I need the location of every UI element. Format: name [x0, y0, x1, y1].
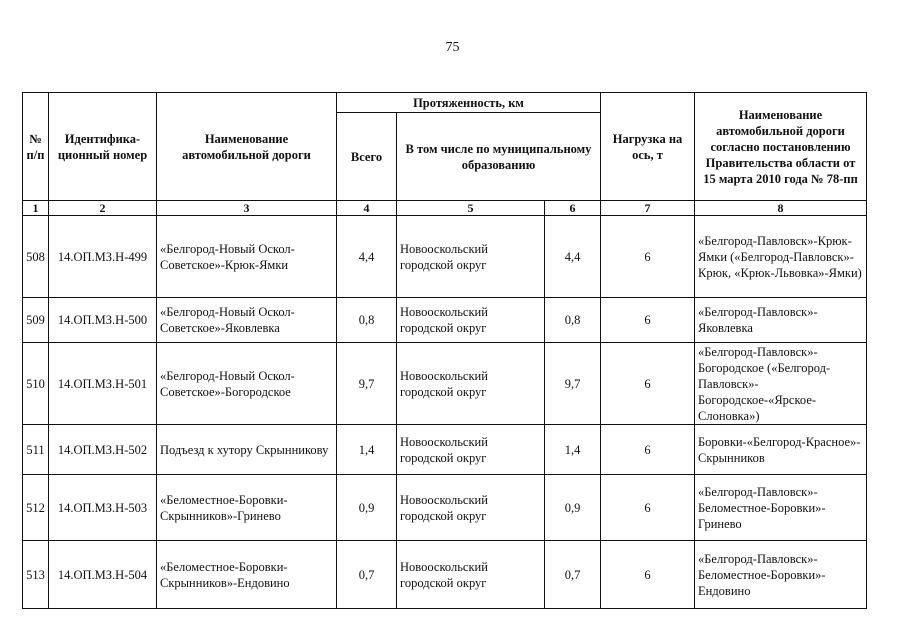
header-old-name: Наименование автомобильной дороги согласно постановлению Правительства области от 15 марта 2010 года № 78-пп [695, 93, 867, 201]
table-row [23, 541, 867, 609]
page-number: 75 [445, 40, 460, 55]
municipality-length: 0,9 [545, 475, 601, 541]
road-id: 14.ОП.МЗ.Н-504 [49, 541, 157, 609]
column-number: 6 [545, 201, 601, 216]
road-name: «Белгород-Новый Оскол-Советское»-Яковлевка [157, 298, 337, 343]
old-road-name: «Белгород-Павловск»-Беломестное-Боровки»-Ендовино [695, 541, 867, 609]
road-name: «Беломестное-Боровки-Скрынников»-Гринево [157, 475, 337, 541]
axle-load: 6 [601, 343, 695, 425]
column-number-row [23, 201, 867, 216]
axle-load: 6 [601, 475, 695, 541]
municipality-length: 9,7 [545, 343, 601, 425]
table-row [23, 216, 867, 298]
road-id: 14.ОП.МЗ.Н-503 [49, 475, 157, 541]
road-name: «Белгород-Новый Оскол-Советское»-Крюк-Ямки [157, 216, 337, 298]
municipality: Новооскольский городской округ [397, 343, 545, 425]
table-row [23, 425, 867, 475]
row-number: 513 [23, 541, 49, 609]
total-length: 4,4 [337, 216, 397, 298]
road-id: 14.ОП.МЗ.Н-502 [49, 425, 157, 475]
axle-load: 6 [601, 541, 695, 609]
road-name: «Белгород-Новый Оскол-Советское»-Богородское [157, 343, 337, 425]
axle-load: 6 [601, 216, 695, 298]
old-road-name: Боровки-«Белгород-Красное»-Скрынников [695, 425, 867, 475]
header-municipality: В том числе по муниципальному образованию [397, 113, 601, 201]
municipality: Новооскольский городской округ [397, 216, 545, 298]
municipality-length: 0,8 [545, 298, 601, 343]
header-road-name: Наименование автомобильной дороги [157, 93, 337, 201]
row-number: 508 [23, 216, 49, 298]
road-id: 14.ОП.МЗ.Н-501 [49, 343, 157, 425]
municipality-length: 1,4 [545, 425, 601, 475]
column-number: 7 [601, 201, 695, 216]
municipality: Новооскольский городской округ [397, 475, 545, 541]
table-row [23, 343, 867, 425]
axle-load: 6 [601, 425, 695, 475]
municipality-length: 0,7 [545, 541, 601, 609]
column-number: 8 [695, 201, 867, 216]
column-number: 2 [49, 201, 157, 216]
old-road-name: «Белгород-Павловск»-Беломестное-Боровки»-Гринево [695, 475, 867, 541]
old-road-name: «Белгород-Павловск»-Яковлевка [695, 298, 867, 343]
table-body [23, 216, 867, 609]
header-axle-load: Нагрузка на ось, т [601, 93, 695, 201]
header-row-number: № п/п [23, 93, 49, 201]
old-road-name: «Белгород-Павловск»-Богородское («Белгород-Павловск»-Богородское-«Ярское-Слоновка») [695, 343, 867, 425]
road-name: Подъезд к хутору Скрынникову [157, 425, 337, 475]
row-number: 512 [23, 475, 49, 541]
table-row [23, 298, 867, 343]
road-id: 14.ОП.МЗ.Н-499 [49, 216, 157, 298]
column-number: 1 [23, 201, 49, 216]
municipality: Новооскольский городской округ [397, 541, 545, 609]
municipality: Новооскольский городской округ [397, 298, 545, 343]
total-length: 0,9 [337, 475, 397, 541]
road-name: «Беломестное-Боровки-Скрынников»-Ендовино [157, 541, 337, 609]
total-length: 0,8 [337, 298, 397, 343]
column-number: 4 [337, 201, 397, 216]
table-header [23, 93, 867, 216]
column-number: 5 [397, 201, 545, 216]
row-number: 511 [23, 425, 49, 475]
road-id: 14.ОП.МЗ.Н-500 [49, 298, 157, 343]
roads-table [22, 92, 867, 609]
municipality: Новооскольский городской округ [397, 425, 545, 475]
header-total: Всего [337, 113, 397, 201]
municipality-length: 4,4 [545, 216, 601, 298]
total-length: 0,7 [337, 541, 397, 609]
axle-load: 6 [601, 298, 695, 343]
row-number: 509 [23, 298, 49, 343]
old-road-name: «Белгород-Павловск»-Крюк-Ямки («Белгород-Павловск»-Крюк, «Крюк-Львовка»-Ямки) [695, 216, 867, 298]
column-number: 3 [157, 201, 337, 216]
total-length: 9,7 [337, 343, 397, 425]
table-row [23, 475, 867, 541]
header-length-group: Протяженность, км [337, 93, 601, 113]
row-number: 510 [23, 343, 49, 425]
header-id-number: Идентифика-ционный номер [49, 93, 157, 201]
total-length: 1,4 [337, 425, 397, 475]
